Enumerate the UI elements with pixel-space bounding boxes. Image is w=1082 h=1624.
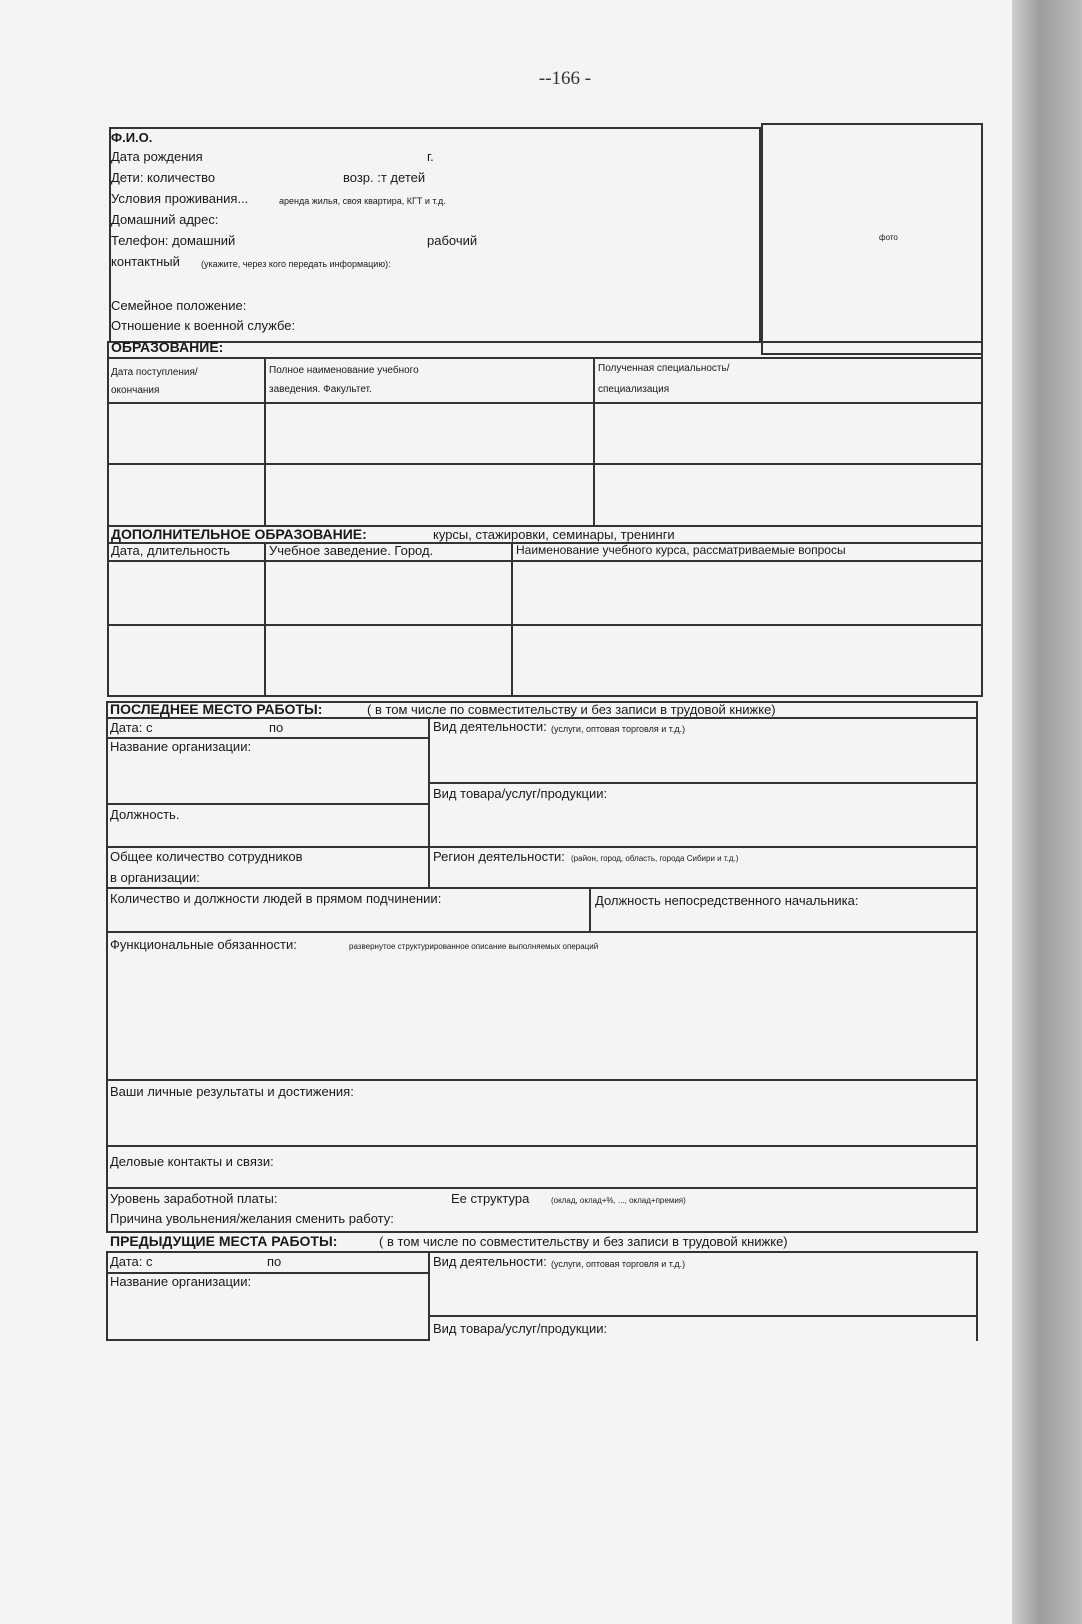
last-job-date-to: по — [269, 720, 284, 735]
last-job-achievements: Ваши личные результаты и достижения: — [110, 1084, 354, 1099]
military-service-label: Отношение к военной службе: — [111, 318, 296, 333]
additional-education-columns-line — [107, 560, 983, 562]
additional-education-col-divider-2 — [511, 542, 513, 697]
last-job-leave-reason: Причина увольнения/желания сменить работу: — [110, 1211, 394, 1226]
last-job-staff-1: Общее количество сотрудников — [110, 849, 303, 864]
photo-box — [761, 123, 983, 355]
fio-label: Ф.И.О. — [111, 130, 153, 145]
additional-education-col-date: Дата, длительность — [111, 543, 231, 558]
last-job-contacts: Деловые контакты и связи: — [110, 1154, 274, 1169]
education-row-line — [107, 463, 983, 465]
last-job-subordinates-line — [106, 931, 978, 933]
birth-year-suffix: г. — [427, 149, 434, 164]
contact-phone-hint: (укажите, через кого передать информацию): — [201, 259, 391, 269]
education-col-divider-1 — [264, 357, 266, 527]
education-col-specialty-2: специализация — [598, 384, 670, 395]
last-job-activity-line — [428, 782, 978, 784]
education-col-specialty-1: Полученная специальность/ — [598, 363, 730, 374]
last-job-salary: Уровень заработной платы: — [110, 1191, 278, 1206]
last-job-subordinates: Количество и должности людей в прямом подчинении: — [110, 891, 442, 906]
education-title: ОБРАЗОВАНИЕ: — [111, 339, 224, 355]
last-job-staff-line — [106, 887, 978, 889]
children-age-label: возр. :т детей — [343, 170, 426, 185]
last-job-salary-structure-hint: (оклад, оклад+%, ..., оклад+премия) — [551, 1196, 686, 1205]
education-col-institution-1: Полное наименование учебного — [269, 365, 419, 376]
page-number: --166 - — [538, 68, 592, 89]
prev-jobs-date-from: Дата: с — [110, 1254, 153, 1269]
photo-label: фото — [879, 233, 898, 242]
marital-status-label: Семейное положение: — [111, 298, 247, 313]
last-job-duties-hint: развернутое структурированное описание выполняемых операций — [349, 942, 599, 951]
education-col-divider-2 — [593, 357, 595, 527]
last-job-date-from: Дата: с — [110, 720, 153, 735]
additional-education-col-divider-1 — [264, 542, 266, 697]
education-col-date-1: Дата поступления/ — [111, 367, 198, 378]
additional-education-col-institution: Учебное заведение. Город. — [269, 543, 434, 558]
living-conditions-label: Условия проживания... — [111, 191, 249, 206]
work-phone-label: рабочий — [427, 233, 478, 248]
education-col-institution-2: заведения. Факультет. — [269, 384, 372, 395]
last-job-duties-label: Функциональные обязанности: — [110, 937, 297, 952]
living-conditions-hint: аренда жилья, своя квартира, КГТ и т.д. — [279, 196, 446, 206]
additional-education-subtitle: курсы, стажировки, семинары, тренинги — [433, 527, 675, 542]
prev-jobs-activity-hint: (услуги, оптовая торговля и т.д.) — [551, 1259, 686, 1269]
prev-jobs-activity-label: Вид деятельности: — [433, 1254, 547, 1269]
home-address-label: Домашний адрес: — [111, 212, 219, 227]
last-job-activity-hint: (услуги, оптовая торговля и т.д.) — [551, 724, 686, 734]
last-job-mid-divider — [428, 717, 430, 889]
prev-jobs-org-name: Название организации: — [110, 1274, 252, 1289]
contact-phone-label: контактный — [111, 254, 180, 269]
prev-jobs-header-line — [106, 1251, 978, 1253]
education-table — [107, 341, 983, 527]
prev-jobs-right-border — [976, 1251, 978, 1341]
education-header-line — [107, 357, 983, 359]
home-phone-label: Телефон: домашний — [111, 233, 236, 248]
page-edge-shadow — [1012, 0, 1082, 1624]
prev-jobs-subtitle: ( в том числе по совместительству и без записи в трудовой книжке) — [379, 1234, 788, 1249]
last-job-subtitle: ( в том числе по совместительству и без записи в трудовой книжке) — [367, 702, 776, 717]
additional-education-col-course: Наименование учебного курса, рассматриваемые вопросы — [516, 543, 846, 557]
education-columns-line — [107, 402, 983, 404]
last-job-boss-divider — [589, 887, 591, 933]
prev-jobs-date-to: по — [267, 1254, 282, 1269]
last-job-contacts-line — [106, 1187, 978, 1189]
last-job-boss: Должность непосредственного начальника: — [595, 893, 859, 908]
prev-jobs-goods: Вид товара/услуг/продукции: — [433, 1321, 608, 1336]
last-job-org-name: Название организации: — [110, 739, 252, 754]
education-col-date-2: окончания — [111, 385, 160, 396]
last-job-position: Должность. — [110, 807, 180, 822]
last-job-goods: Вид товара/услуг/продукции: — [433, 786, 608, 801]
last-job-title: ПОСЛЕДНЕЕ МЕСТО РАБОТЫ: — [110, 701, 323, 717]
last-job-duties-line — [106, 1079, 978, 1081]
last-job-achievements-line — [106, 1145, 978, 1147]
prev-jobs-left-border — [106, 1251, 108, 1341]
prev-jobs-activity-line — [428, 1315, 978, 1317]
prev-jobs-mid-divider — [428, 1251, 430, 1341]
birth-date-label: Дата рождения — [111, 149, 203, 164]
children-count-label: Дети: количество — [111, 170, 216, 185]
last-job-salary-structure: Ее структура — [451, 1191, 530, 1206]
last-job-org-line — [106, 803, 428, 805]
last-job-region-hint: (район, город, область, города Сибири и т.д.) — [571, 854, 739, 863]
last-job-region-label: Регион деятельности: — [433, 849, 565, 864]
additional-education-row-line — [107, 624, 983, 626]
prev-jobs-bottom-line — [106, 1339, 428, 1341]
additional-education-title: ДОПОЛНИТЕЛЬНОЕ ОБРАЗОВАНИЕ: — [111, 526, 367, 542]
last-job-staff-2: в организации: — [110, 870, 200, 885]
prev-jobs-title: ПРЕДЫДУЩИЕ МЕСТА РАБОТЫ: — [110, 1233, 338, 1249]
last-job-activity-label: Вид деятельности: — [433, 719, 547, 734]
last-job-position-line — [106, 846, 978, 848]
